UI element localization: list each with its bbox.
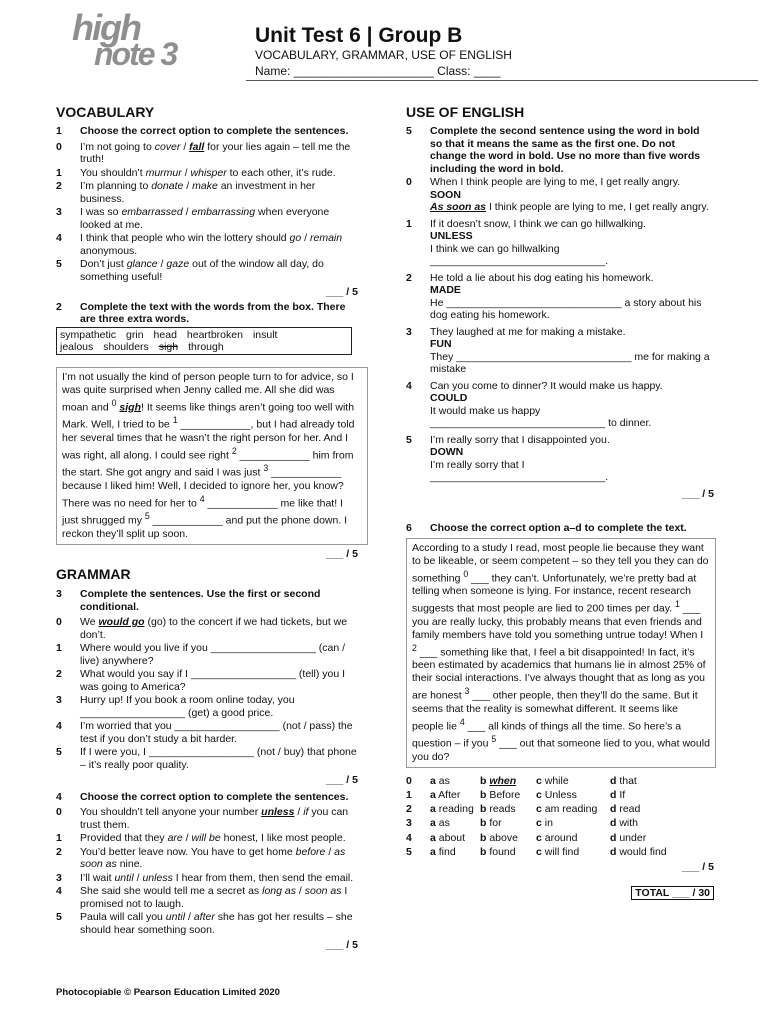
option-cell: b reads — [480, 803, 516, 816]
exercise-4-item — [56, 872, 358, 885]
exercise-1-item — [56, 258, 358, 283]
item-number: 3 — [56, 694, 62, 706]
first-sentence: Can you come to dinner? It would make us happy. — [430, 379, 663, 392]
exercise-1-items — [56, 141, 358, 284]
use-of-english-heading: USE OF ENGLISH — [406, 104, 525, 120]
item-text: Don’t just glance / gaze out of the window all day, do something useful! — [80, 258, 324, 283]
item-number: 4 — [406, 379, 412, 392]
item-number: 5 — [406, 433, 412, 446]
exercise-3-item — [56, 616, 358, 641]
first-sentence: I’m really sorry that I disappointed you. — [430, 433, 610, 446]
first-sentence: If it doesn’t snow, I think we can go hillwalking. — [430, 217, 646, 230]
item-number: 5 — [56, 746, 62, 758]
item-number: 4 — [56, 232, 62, 244]
item-text: Paula will call you until / after she has got her results – she should hear something soon. — [80, 911, 353, 936]
exercise-3-items — [56, 616, 358, 771]
option-cell: 0 — [406, 774, 412, 787]
exercise-5-item — [406, 272, 714, 322]
option-cell: d read — [610, 803, 641, 816]
exercise-1-item — [56, 180, 358, 205]
item-text: If I were you, I __________________ (not / buy) that phone – it’s really poor quality. — [80, 746, 357, 771]
exercise-1-item — [56, 141, 358, 166]
exercise-2-text: I’m not usually the kind of person people turn to for advice, so I was quite surprised when Jenny called me. All she did was moan and $^0$ sigh! It seems like things aren’t going too well with Mark. Well, I tried to be $^1$ ____________, but I had already told her several times that he wasn’t the right person for her. And I was right, all along. I could see right $^2$ ____________ him from the start. She got angry and said I was just $^3$ ____________ because I liked him! Well, I decided to ignore her, you know? There was no need for her to $^4$ ____________ me like that! I just shrugged my $^5$ ____________ and put the phone down. I reckon they’ll split up soon. — [56, 367, 368, 545]
item-number: 1 — [56, 832, 62, 844]
exercise-5-item — [406, 326, 714, 376]
word-box-word: grin — [126, 328, 144, 341]
item-number: 0 — [56, 140, 62, 153]
exercise-5-instruction: 5 Complete the second sentence using the word in bold so that it means the same as the first one. Do not change the word in bold. Use no more than five words including the word in bold. — [406, 125, 701, 175]
exercise-2-score: ___ / 5 — [325, 547, 358, 560]
total-score: TOTAL ___ / 30 — [631, 886, 714, 901]
item-text: I’ll wait until / unless I hear from them, then send the email. — [80, 871, 354, 884]
exercise-3-instruction: 3 Complete the sentences. Use the first or second conditional. — [56, 588, 321, 613]
option-cell: b for — [480, 817, 502, 830]
exercise-3-item — [56, 720, 358, 745]
word-box — [56, 327, 352, 355]
grammar-heading: GRAMMAR — [56, 566, 131, 582]
exercise-1-item — [56, 167, 358, 180]
option-cell: a as — [430, 817, 450, 830]
option-cell: c am reading — [536, 803, 598, 816]
exercise-3-item — [56, 746, 358, 771]
item-number: 1 — [56, 642, 62, 654]
item-number: 2 — [56, 845, 62, 858]
exercise-5-item — [406, 176, 714, 214]
option-cell: d with — [610, 817, 639, 830]
option-cell: b found — [480, 845, 516, 858]
item-text: I’m worried that you __________________ (not / pass) the test if you don’t study a bit harder. — [80, 720, 353, 745]
item-text: Hurry up! If you book a room online today, you __________________ (get) a good price. — [80, 694, 295, 719]
exercise-1-item — [56, 206, 358, 231]
item-text: Where would you live if you __________________ (can / live) anywhere? — [80, 642, 346, 667]
exercise-4-item — [56, 806, 358, 831]
option-cell: a about — [430, 831, 466, 844]
option-cell: b Before — [480, 788, 521, 801]
first-sentence: When I think people are lying to me, I get really angry. — [430, 176, 681, 188]
option-cell: 2 — [406, 803, 412, 816]
option-cell: 1 — [406, 788, 412, 801]
name-class-line: Name: _____________________ Class: ____ — [255, 64, 501, 78]
word-box-word: head — [153, 328, 177, 341]
page-subtitle: VOCABULARY, GRAMMAR, USE OF ENGLISH — [255, 48, 512, 62]
exercise-4-items — [56, 806, 358, 936]
exercise-6-options — [406, 774, 714, 860]
exercise-6-text: According to a study I read, most people lie because they want to be likeable, or seem competent – so they tell you they can do something $^0$ ___ they can’t. Unfortunately, we’re pretty bad at telling when someone is lying. For instance, recent research suggests that most people are lied to 200 times per day. $^1$ ___ you are really lucky, this probably means that even friends and family members have told you something untrue today! When I $^2$ ___ something like that, I feel a bit disappointed! In fact, it’s been estimated by academics that humans lie in almost 25% of their social interactions. I’ve always thought that as long as you are honest $^3$ ___ other people, then they’ll do the same. But it seems that the reality is somewhat different. It seems like people lie $^4$ ___ all kinds of things all the time. So here’s a question – if you $^5$ ___ out that someone lied to you, what would you do? — [406, 538, 716, 768]
exercise-3-score: ___ / 5 — [325, 774, 358, 786]
item-text: You’d better leave now. You have to get home before / as soon as nine. — [80, 845, 346, 870]
word-box-word: sympathetic — [60, 328, 117, 341]
footer-copyright: Photocopiable © Pearson Education Limited 2020 — [56, 987, 280, 998]
key-word: UNLESS — [430, 230, 473, 242]
option-cell: a After — [430, 788, 461, 801]
item-number: 3 — [56, 871, 62, 884]
exercise-5-items — [406, 176, 714, 484]
exercise-6-score: ___ / 5 — [681, 861, 714, 874]
item-number: 5 — [56, 258, 62, 270]
item-number: 0 — [56, 616, 62, 628]
exercise-1-instruction: 1 Choose the correct option to complete the sentences. — [56, 125, 349, 137]
word-box-word: through — [188, 340, 224, 353]
option-cell: c will find — [536, 845, 580, 858]
exercise-3-item — [56, 668, 358, 693]
right-column — [406, 104, 714, 900]
vocabulary-heading: VOCABULARY — [56, 104, 155, 120]
item-number: 3 — [406, 325, 412, 338]
option-cell: 3 — [406, 817, 412, 830]
item-number: 4 — [56, 885, 62, 897]
word-box-row — [60, 329, 348, 341]
first-sentence: They laughed at me for making a mistake. — [430, 325, 626, 338]
word-box-word: insult — [252, 328, 278, 341]
item-text: We would go (go) to the concert if we had tickets, but we don’t. — [80, 616, 348, 641]
item-text: I was so embarrassed / embarrassing when everyone looked at me. — [80, 206, 330, 231]
item-number: 2 — [56, 180, 62, 192]
option-cell: d under — [610, 831, 647, 844]
exercise-4-score: ___ / 5 — [325, 939, 358, 951]
option-cell: b above — [480, 831, 518, 844]
word-box-word: jealous — [60, 340, 94, 353]
exercise-4-instruction: 4 Choose the correct option to complete the sentences. — [56, 790, 349, 803]
option-cell: 5 — [406, 845, 412, 858]
first-sentence: He told a lie about his dog eating his homework. — [430, 271, 654, 284]
word-box-word: shoulders — [103, 340, 149, 353]
exercise-4-item — [56, 832, 358, 845]
header-divider — [246, 80, 758, 81]
page-title: Unit Test 6 | Group B — [255, 24, 463, 47]
option-cell: a as — [430, 774, 450, 787]
key-word: MADE — [430, 284, 461, 296]
option-cell: 4 — [406, 831, 412, 844]
high-note-logo: high note 3 — [72, 7, 177, 72]
exercise-5-item — [406, 380, 714, 430]
exercise-1-score: ___ / 5 — [325, 286, 358, 298]
exercise-6-instruction: 6 Choose the correct option a–d to complete the text. — [406, 522, 687, 534]
item-number: 5 — [56, 911, 62, 923]
option-cell: b when — [480, 774, 517, 787]
option-cell: d that — [610, 774, 637, 787]
item-text: You shouldn’t tell anyone your number unless / if you can trust them. — [80, 806, 349, 831]
second-sentence: They ______________________________ me for making a mistake — [430, 350, 710, 375]
option-cell: c while — [536, 774, 569, 787]
second-sentence: As soon as I think people are lying to me, I get really angry. — [430, 201, 709, 213]
item-text: Provided that they are / will be honest, I like most people. — [80, 832, 346, 844]
item-number: 2 — [406, 271, 412, 284]
exercise-5-item — [406, 434, 714, 484]
option-cell: c around — [536, 831, 578, 844]
option-cell: c Unless — [536, 788, 577, 801]
option-cell: a reading — [430, 803, 474, 816]
exercise-1-item — [56, 232, 358, 257]
left-column — [56, 104, 358, 952]
second-sentence: I’m really sorry that I ______________________________. — [430, 458, 609, 483]
word-box-row — [60, 341, 348, 353]
item-number: 1 — [406, 217, 412, 230]
item-text: I think that people who win the lottery should go / remain anonymous. — [80, 232, 343, 257]
key-word: FUN — [430, 338, 452, 350]
item-number: 1 — [56, 166, 62, 179]
item-text: You shouldn’t murmur / whisper to each other, it’s rude. — [80, 166, 336, 179]
second-sentence: He ______________________________ a story about his dog eating his homework. — [430, 296, 702, 321]
option-cell: a find — [430, 845, 456, 858]
item-number: 4 — [56, 720, 62, 732]
item-number: 0 — [406, 176, 412, 188]
exercise-2-instruction: 2 Complete the text with the words from the box. There are three extra words. — [56, 300, 346, 325]
word-box-word: heartbroken — [186, 328, 243, 341]
key-word: SOON — [430, 188, 461, 201]
exercise-3-item — [56, 642, 358, 667]
option-cell: d would find — [610, 845, 667, 858]
item-number: 2 — [56, 668, 62, 680]
item-number: 3 — [56, 206, 62, 218]
second-sentence: It would make us happy ______________________________ to dinner. — [430, 404, 652, 429]
item-text: I’m planning to donate / make an investment in her business. — [80, 180, 316, 205]
item-text: What would you say if I __________________ (tell) you I was going to America? — [80, 668, 346, 693]
item-text: I’m not going to cover / fall for your lies again – tell me the truth! — [80, 140, 351, 165]
key-word: DOWN — [430, 446, 464, 458]
option-cell: c in — [536, 817, 553, 830]
second-sentence: I think we can go hillwalking ______________________________. — [430, 242, 609, 267]
exercise-5-score: ___ / 5 — [681, 487, 714, 500]
option-cell: d If — [610, 788, 626, 801]
item-text: She said she would tell me a secret as long as / soon as I promised not to laugh. — [80, 885, 348, 910]
exercise-3-item — [56, 694, 358, 719]
word-box-word: sigh — [158, 340, 179, 353]
exercise-4-item — [56, 885, 358, 910]
exercise-4-item — [56, 846, 358, 871]
item-number: 0 — [56, 806, 62, 818]
exercise-5-item — [406, 218, 714, 268]
key-word: COULD — [430, 392, 468, 404]
exercise-4-item — [56, 911, 358, 936]
